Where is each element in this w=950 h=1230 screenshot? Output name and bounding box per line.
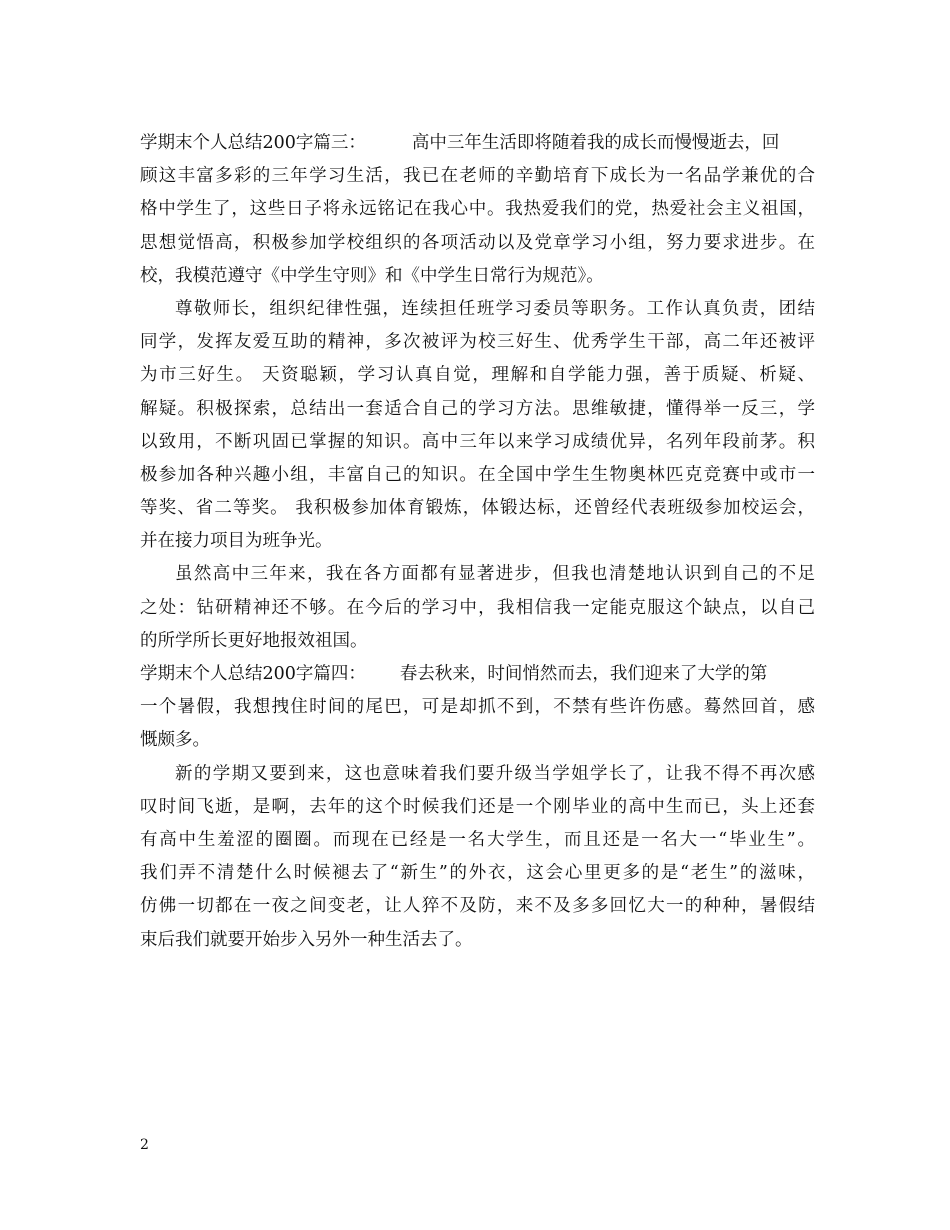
section-3-line: 格中学生了，这些日子将永远铭记在我心中。我热爱我们的党，热爱社会主义祖国，	[140, 199, 815, 220]
paragraph-5-line: 有高中生羞涩的圈圈。而现在已经是一名大学生，而且还是一名大一“毕业生”。	[140, 829, 815, 850]
paragraph-2-line: 尊敬师长，组织纪律性强，连续担任班学习委员等职务。工作认真负责，团结	[175, 298, 815, 319]
section-4-heading: 学期末个人总结200字篇四：	[140, 664, 366, 684]
paragraph-2-line: 等奖、省二等奖。 我积极参加体育锻炼，体锻达标，还曾经代表班级参加校运会，	[140, 498, 815, 519]
section-4-line: 一个暑假，我想拽住时间的尾巴，可是却抓不到，不禁有些许伤感。蓦然回首，感	[140, 697, 815, 718]
paragraph-3-line: 虽然高中三年来，我在各方面都有显著进步，但我也清楚地认识到自己的不足	[175, 564, 815, 585]
paragraph-2-line: 极参加各种兴趣小组，丰富自己的知识。在全国中学生生物奥林匹克竞赛中或市一	[140, 464, 815, 485]
paragraph-5-line: 仿佛一切都在一夜之间变老，让人猝不及防，来不及多多回忆大一的种种，暑假结	[140, 896, 815, 917]
paragraph-2-line: 解疑。积极探索，总结出一套适合自己的学习方法。思维敏捷，懂得举一反三，学	[140, 398, 815, 419]
section-4-line: 慨颇多。	[140, 730, 210, 751]
paragraph-5-line: 束后我们就要开始步入另外一种生活去了。	[140, 929, 473, 950]
paragraph-5-line: 新的学期又要到来，这也意味着我们要升级当学姐学长了，让我不得不再次感	[175, 763, 815, 784]
paragraph-3-line: 的所学所长更好地报效祖国。	[140, 630, 368, 651]
paragraph-2-line: 并在接力项目为班争光。	[140, 531, 333, 552]
section-3-line: 思想觉悟高，积极参加学校组织的各项活动以及党章学习小组，努力要求进步。在	[140, 232, 815, 253]
section-3-line: 校，我模范遵守《中学生守则》和《中学生日常行为规范》。	[140, 265, 604, 286]
paragraph-3-line: 之处：钻研精神还不够。在今后的学习中，我相信我一定能克服这个缺点，以自己	[140, 597, 815, 618]
paragraph-5-line: 我们弄不清楚什么时候褪去了“新生”的外衣，这会心里更多的是“老生”的滋味，	[140, 863, 815, 884]
paragraph-5-line: 叹时间飞逝，是啊，去年的这个时候我们还是一个刚毕业的高中生而已，头上还套	[140, 796, 815, 817]
paragraph-2-line: 为市三好生。 天资聪颖，学习认真自觉，理解和自学能力强，善于质疑、析疑、	[140, 365, 815, 386]
section-3-intro: 高中三年生活即将随着我的成长而慢慢逝去，回	[411, 133, 780, 153]
paragraph-2-line: 以致用，不断巩固已掌握的知识。高中三年以来学习成绩优异，名列年段前茅。积	[140, 431, 815, 452]
section-3-first-line	[140, 127, 815, 160]
page-number: 2	[140, 1137, 149, 1153]
section-4-first-line	[140, 658, 815, 691]
document-body	[140, 127, 815, 957]
section-4-intro: 春去秋来，时间悄然而去，我们迎来了大学的第	[399, 664, 768, 684]
section-3-line: 顾这丰富多彩的三年学习生活，我已在老师的辛勤培育下成长为一名品学兼优的合	[140, 166, 815, 187]
section-3-heading: 学期末个人总结200字篇三：	[140, 133, 366, 153]
paragraph-2-line: 同学，发挥友爱互助的精神，多次被评为校三好生、优秀学生干部，高二年还被评	[140, 332, 815, 353]
